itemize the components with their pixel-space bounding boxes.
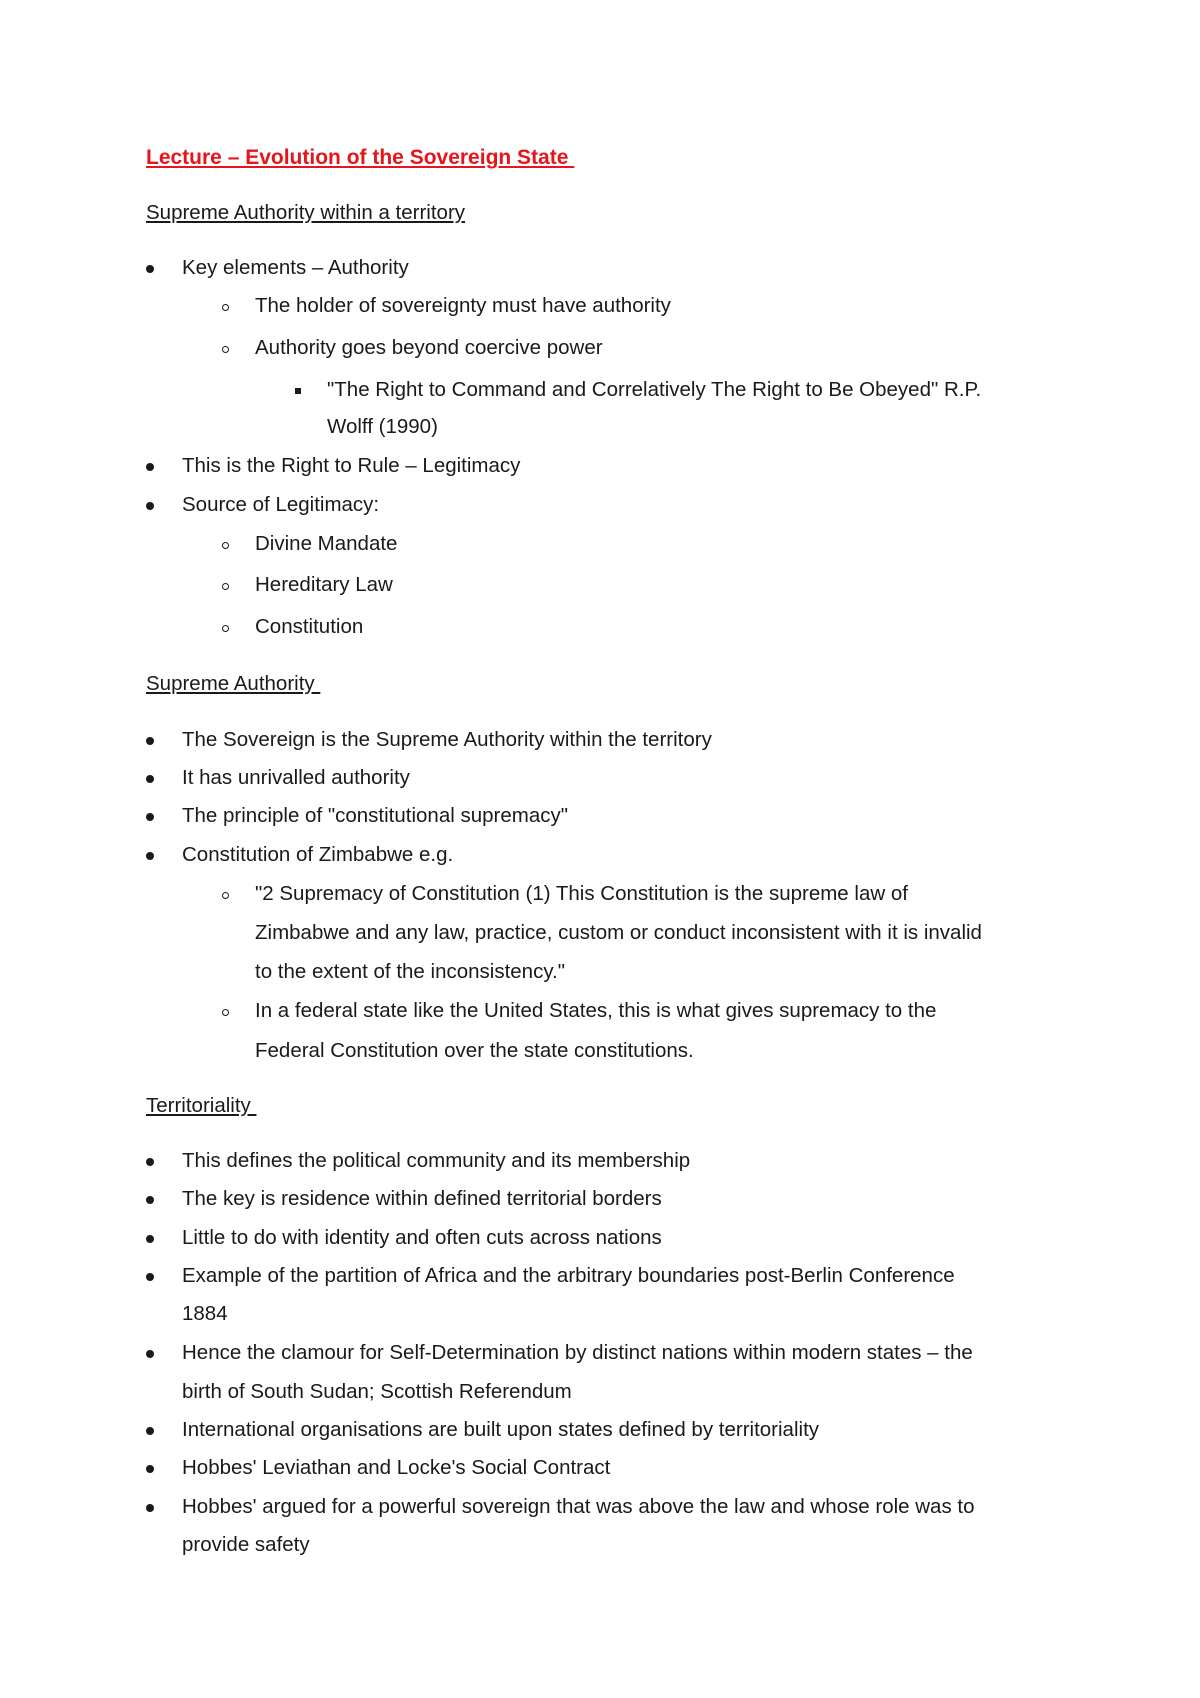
- list-item-text: The key is residence within defined territorial borders: [182, 1187, 662, 1210]
- bullet-icon: [146, 502, 154, 510]
- list-item-text: Example of the partition of Africa and the arbitrary boundaries post-Berlin Conference: [182, 1264, 955, 1287]
- list-item-text: Hence the clamour for Self-Determination by distinct nations within modern states – the: [182, 1341, 973, 1364]
- bullet-icon: [146, 1465, 154, 1473]
- list-item-continuation: to the extent of the inconsistency.": [255, 960, 566, 983]
- list-item-text: Authority goes beyond coercive power: [255, 336, 603, 359]
- bullet-icon: [146, 775, 154, 783]
- circle-bullet-icon: [222, 304, 229, 311]
- bullet-icon: [146, 813, 154, 821]
- bullet-icon: [146, 1427, 154, 1435]
- circle-bullet-icon: [222, 583, 229, 590]
- list-item-continuation: Federal Constitution over the state constitutions.: [255, 1039, 694, 1062]
- list-item-text: This is the Right to Rule – Legitimacy: [182, 454, 521, 477]
- document-title: Lecture – Evolution of the Sovereign State: [146, 146, 575, 169]
- list-item-text: Hereditary Law: [255, 573, 393, 596]
- list-item-continuation: 1884: [182, 1302, 228, 1325]
- list-item-text: Hobbes' argued for a powerful sovereign that was above the law and whose role was to: [182, 1495, 975, 1518]
- section-heading-territoriality: Territoriality: [146, 1094, 257, 1117]
- list-item-text: This defines the political community and its membership: [182, 1149, 691, 1172]
- bullet-icon: [146, 1504, 154, 1512]
- bullet-icon: [146, 265, 154, 273]
- circle-bullet-icon: [222, 1009, 229, 1016]
- section-heading-supreme-authority: Supreme Authority: [146, 672, 321, 695]
- list-item-text: The holder of sovereignty must have authority: [255, 294, 671, 317]
- list-item-text: The principle of "constitutional supremacy": [182, 804, 569, 827]
- list-item-text: International organisations are built upon states defined by territoriality: [182, 1418, 820, 1441]
- circle-bullet-icon: [222, 625, 229, 632]
- square-bullet-icon: [295, 388, 301, 394]
- bullet-icon: [146, 852, 154, 860]
- list-item-text: The Sovereign is the Supreme Authority within the territory: [182, 728, 712, 751]
- list-item-text: Little to do with identity and often cuts across nations: [182, 1226, 662, 1249]
- section-heading-supreme-authority-territory: Supreme Authority within a territory: [146, 201, 466, 224]
- bullet-icon: [146, 1235, 154, 1243]
- list-item-continuation: birth of South Sudan; Scottish Referendum: [182, 1380, 572, 1403]
- list-item-text: Source of Legitimacy:: [182, 493, 380, 516]
- list-item-text: "2 Supremacy of Constitution (1) This Constitution is the supreme law of: [255, 882, 908, 905]
- circle-bullet-icon: [222, 346, 229, 353]
- circle-bullet-icon: [222, 542, 229, 549]
- list-item-text: Hobbes' Leviathan and Locke's Social Contract: [182, 1456, 611, 1479]
- list-item-continuation: Zimbabwe and any law, practice, custom or conduct inconsistent with it is invalid: [255, 921, 982, 944]
- bullet-icon: [146, 737, 154, 745]
- list-item-text: Key elements – Authority: [182, 256, 409, 279]
- list-item-continuation: provide safety: [182, 1533, 310, 1556]
- bullet-icon: [146, 1196, 154, 1204]
- list-item-text: Constitution of Zimbabwe e.g.: [182, 843, 454, 866]
- list-item-text: Divine Mandate: [255, 532, 398, 555]
- bullet-icon: [146, 463, 154, 471]
- list-item-text: "The Right to Command and Correlatively The Right to Be Obeyed" R.P.: [327, 378, 982, 401]
- circle-bullet-icon: [222, 892, 229, 899]
- list-item-continuation: Wolff (1990): [327, 415, 438, 438]
- bullet-icon: [146, 1350, 154, 1358]
- bullet-icon: [146, 1158, 154, 1166]
- list-item-text: Constitution: [255, 615, 364, 638]
- list-item-text: It has unrivalled authority: [182, 766, 410, 789]
- list-item-text: In a federal state like the United States, this is what gives supremacy to the: [255, 999, 937, 1022]
- bullet-icon: [146, 1273, 154, 1281]
